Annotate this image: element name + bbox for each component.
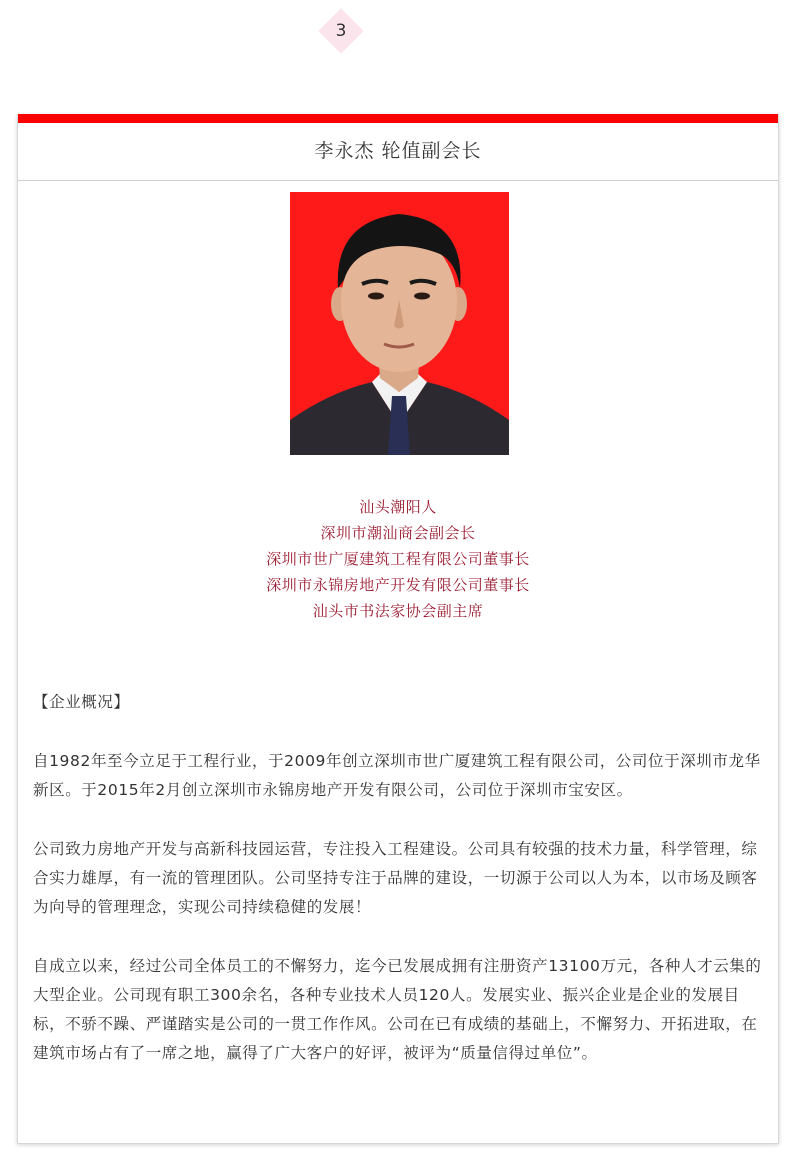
role-line: 深圳市世广厦建筑工程有限公司董事长	[266, 550, 530, 568]
roles-list	[18, 494, 778, 624]
role-line: 汕头潮阳人	[359, 498, 437, 516]
role-line: 汕头市书法家协会副主席	[312, 602, 484, 620]
page-number-badge	[318, 8, 364, 54]
overview-paragraph: 公司致力房地产开发与高新科技园运营，专注投入工程建设。公司具有较强的技术力量，科学管理，综合实力雄厚，有一流的管理团队。公司坚持专注于品牌的建设，一切源于公司以人为本，以市场及顾客为向导的管理理念，实现公司持续稳健的发展！	[33, 840, 758, 916]
company-overview	[33, 688, 768, 1068]
role-line: 深圳市潮汕商会副会长	[320, 524, 476, 542]
overview-paragraph: 自成立以来，经过公司全体员工的不懈努力，迄今已发展成拥有注册资产13100万元，各种人才云集的大型企业。公司现有职工300余名，各种专业技术人员120人。发展实业、振兴企业是企业的发展目标，不骄不躁、严谨踏实是公司的一贯工作作风。公司在已有成绩的基础上，不懈努力、开拓进取，在建筑市场占有了一席之地，赢得了广大客户的好评，被评为“质量信得过单位”。	[33, 957, 762, 1062]
accent-bar	[18, 114, 778, 123]
profile-card	[17, 114, 779, 1144]
overview-paragraph: 自1982年至今立足于工程行业，于2009年创立深圳市世广厦建筑工程有限公司，公司位于深圳市龙华新区。于2015年2月创立深圳市永锦房地产开发有限公司，公司位于深圳市宝安区。	[33, 752, 761, 799]
role-line: 深圳市永锦房地产开发有限公司董事长	[266, 576, 530, 594]
portrait-illustration	[290, 192, 509, 455]
page-number: 3	[335, 21, 347, 41]
section-heading: 【企业概况】	[33, 693, 130, 711]
portrait-photo	[290, 192, 509, 455]
profile-title: 李永杰 轮值副会长	[18, 123, 778, 181]
